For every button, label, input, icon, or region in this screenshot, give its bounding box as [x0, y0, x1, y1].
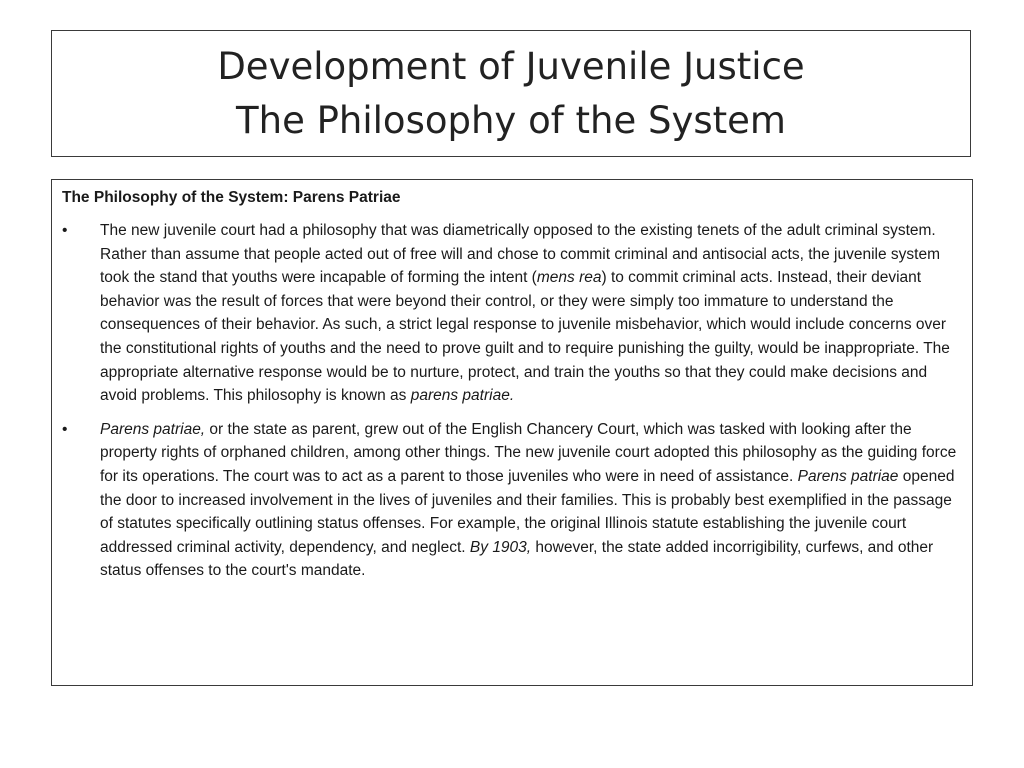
bullet-2-text-b: opened the door to increased involvement in the lives of juveniles and their families. This is probably best exemplified in the passage of statutes specifically outlining status offenses. For example, the original Illinois statute establishing the juvenile court addressed criminal activity, dependency, and neglect.	[100, 467, 955, 556]
bullet-2-text-c: however, the state added incorrigibility, curfews, and other status offenses to the court's mandate.	[100, 538, 934, 580]
bullet-1-text-a: The new juvenile court had a philosophy that was diametrically opposed to the existing tenets of the adult criminal system. Rather than assume that people acted out of free will and chose to commit criminal and antisocial acts, the juvenile system took the stand that youths were incapable of forming the intent (	[100, 222, 941, 287]
section-heading: The Philosophy of the System: Parens Patriae	[62, 189, 401, 206]
bullet-1-italic-parens-patriae: parens patriae.	[410, 387, 515, 405]
slide-content-box	[51, 179, 973, 686]
bullet-2-italic-parens-patriae-2: Parens patriae	[797, 467, 899, 485]
bullet-icon: •	[62, 222, 68, 239]
bullet-1-text-b: ) to commit criminal acts. Instead, their deviant behavior was the result of forces that were beyond their control, or they were simply too immature to understand the consequences of their behavior. As such, a strict legal response to juvenile misbehavior, which would include concerns over the constitutional rights of youths and the need to prove guilt and to require punishing the guilty, would be inappropriate. The appropriate alternative response would be to nurture, protect, and train the youths so that they could make decisions and avoid problems. This philosophy is known as	[100, 269, 950, 405]
bullet-2-text-a: or the state as parent, grew out of the English Chancery Court, which was tasked with looking after the property rights of orphaned children, among other things. The new juvenile court adopted this philosophy as the guiding force for its operations. The court was to act as a parent to those juveniles who were in need of assistance.	[100, 420, 957, 485]
bullet-item-2	[62, 418, 959, 583]
slide-title-line-2: The Philosophy of the System	[236, 98, 786, 142]
bullet-1-italic-mens-rea: mens rea	[536, 269, 602, 287]
bullet-2-italic-by-1903: By 1903,	[469, 538, 532, 556]
bullet-icon: •	[62, 420, 68, 438]
slide-title-box	[51, 30, 971, 157]
bullet-item-1	[62, 219, 959, 408]
slide-title-line-1: Development of Juvenile Justice	[217, 44, 805, 88]
bullet-2-italic-parens-patriae: Parens patriae,	[100, 420, 206, 438]
